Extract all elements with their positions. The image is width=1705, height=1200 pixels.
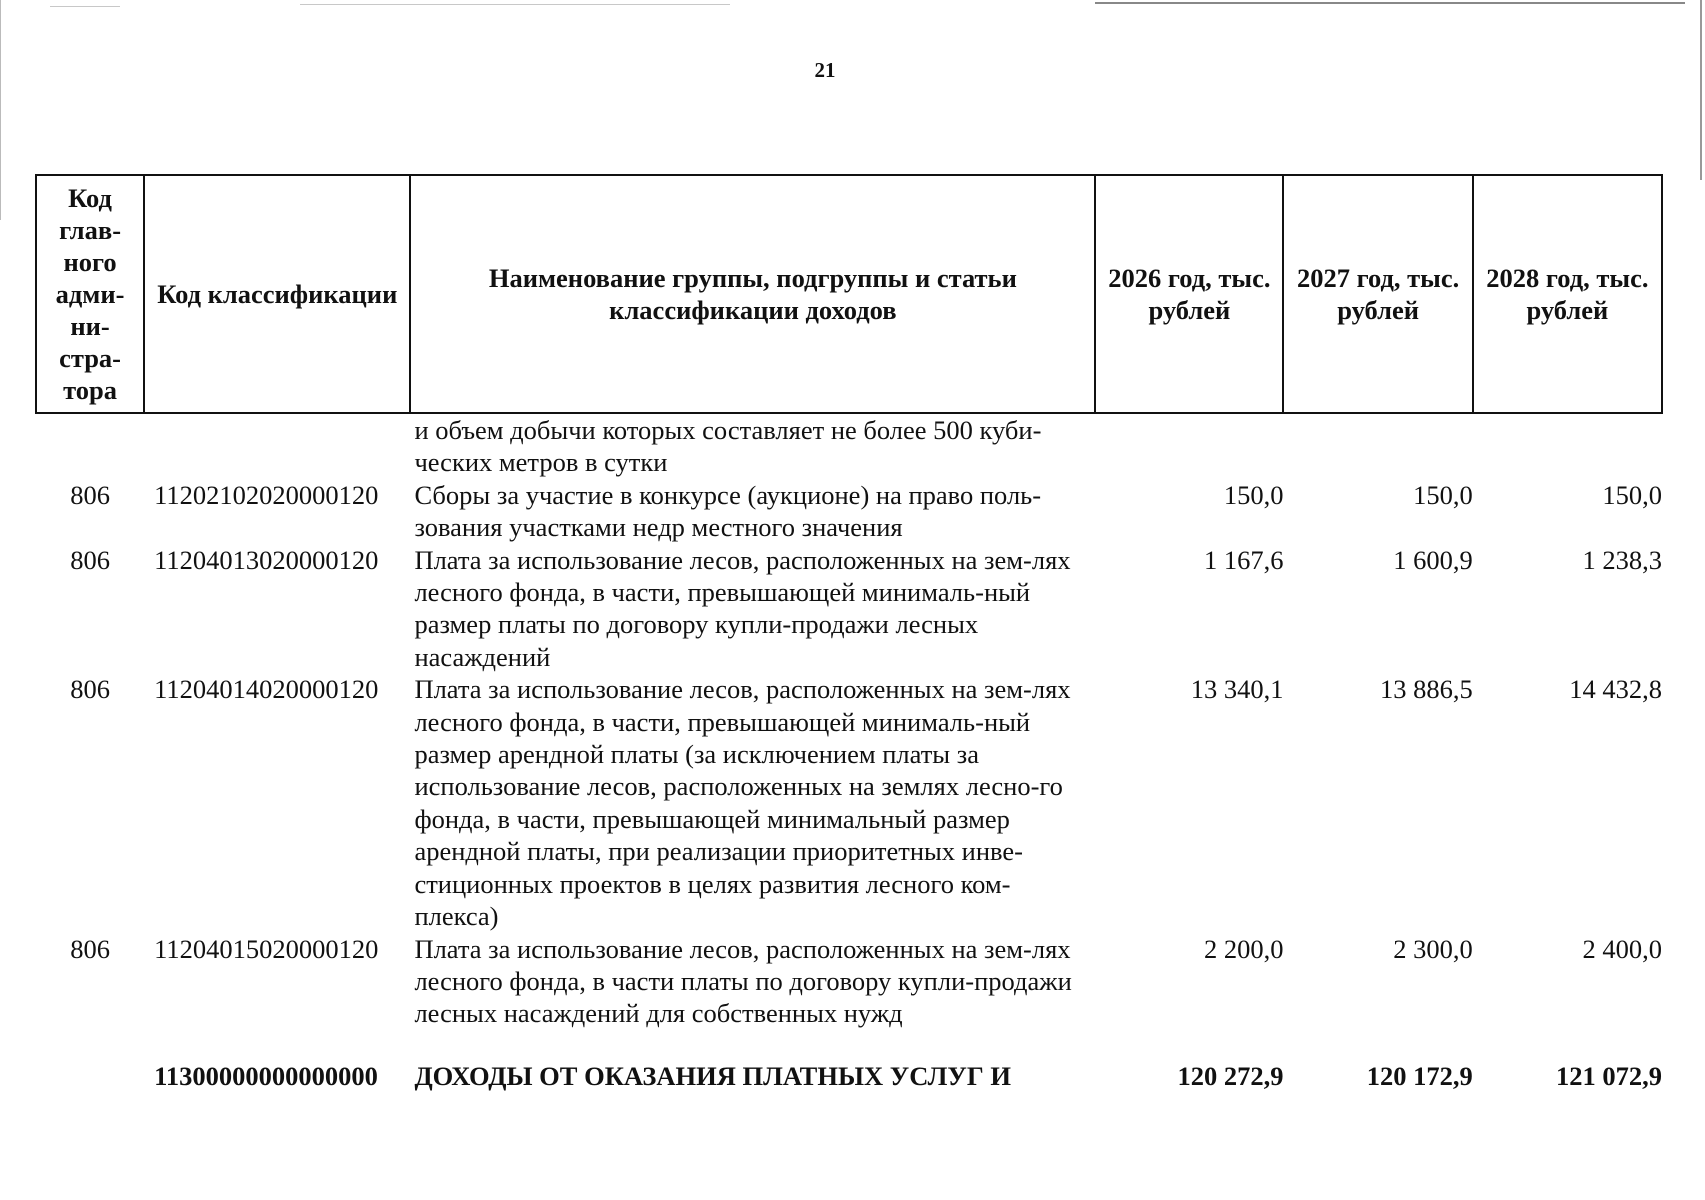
cell-2028: 150,0: [1602, 479, 1662, 510]
scan-artifact-top-mid: [300, 4, 730, 5]
header-admin-code: Код глав-ного адми-ни-стра-тора: [36, 175, 144, 413]
cell-admin: 806: [70, 479, 110, 510]
cell-name: Плата за использование лесов, расположенных на зем-лях лесного фонда, в части, превышающей минималь-ный размер платы по договору купли-продажи лесных насаждений: [414, 544, 1071, 672]
cell-code: 11300000000000000: [154, 1060, 378, 1091]
scan-artifact-top-left: [50, 6, 120, 7]
table-row: [36, 544, 1662, 674]
cell-2027: 150,0: [1413, 479, 1473, 510]
cell-2028: 2 400,0: [1582, 933, 1662, 964]
cell-2027: 120 172,9: [1366, 1060, 1473, 1091]
cell-2028: 14 432,8: [1569, 674, 1662, 705]
header-year-2027: 2027 год, тыс. рублей: [1283, 175, 1472, 413]
cell-admin: 806: [70, 544, 110, 575]
cell-2026: 120 272,9: [1177, 1060, 1284, 1091]
cell-2028: [1473, 413, 1662, 479]
table-row-section-total: [36, 1030, 1662, 1092]
cell-name: Плата за использование лесов, расположенных на зем-лях лесного фонда, в части, превышающей минималь-ный размер арендной платы (за исключением платы за использование лесов, расположенных на землях лесно-го фонда, в части, превышающей минимальный размер арендной платы, при реализации приоритетных инве-стиционных проектов в целях развития лесного ком-плекса): [414, 674, 1071, 932]
cell-2027: 2 300,0: [1393, 933, 1473, 964]
table-row: [36, 933, 1662, 1030]
table-header-row: [36, 175, 1662, 413]
header-year-2028: 2028 год, тыс. рублей: [1473, 175, 1662, 413]
cell-admin: 806: [70, 674, 110, 705]
cell-2027: 13 886,5: [1379, 674, 1473, 705]
cell-code: 11204013020000120: [154, 544, 379, 575]
table-row: [36, 413, 1662, 479]
cell-2026: [1095, 413, 1283, 479]
cell-name: Плата за использование лесов, расположенных на зем-лях лесного фонда, в части платы по договору купли-продажи лесных насаждений для собственных нужд: [414, 933, 1072, 1029]
cell-admin: [36, 413, 144, 479]
cell-admin: 806: [70, 933, 110, 964]
cell-name: ДОХОДЫ ОТ ОКАЗАНИЯ ПЛАТНЫХ УСЛУГ И: [414, 1060, 1011, 1091]
cell-2026: 150,0: [1223, 479, 1284, 510]
cell-2028: 121 072,9: [1556, 1060, 1662, 1091]
cell-admin: [36, 1030, 144, 1092]
cell-code: [144, 413, 410, 479]
cell-code: 11202102020000120: [154, 479, 379, 510]
cell-2027: 1 600,9: [1393, 544, 1473, 575]
cell-2026: 13 340,1: [1190, 674, 1284, 705]
cell-2028: 1 238,3: [1582, 544, 1662, 575]
cell-code: 11204015020000120: [154, 933, 379, 964]
cell-code: 11204014020000120: [154, 674, 379, 705]
scan-artifact-left-edge: [0, 0, 1, 220]
cell-name: Сборы за участие в конкурсе (аукционе) на право поль-зования участками недр местного значения: [414, 479, 1042, 543]
table-row: [36, 673, 1662, 932]
cell-2027: [1283, 413, 1472, 479]
page-number: 21: [814, 58, 836, 82]
table-row: [36, 479, 1662, 544]
scan-artifact-top-right: [1095, 2, 1685, 4]
cell-name: и объем добычи которых составляет не более 500 куби-ческих метров в сутки: [414, 415, 1042, 478]
revenue-table-container: [35, 174, 1663, 1092]
header-classification-code: Код классификации: [144, 175, 410, 413]
header-income-name: Наименование группы, подгруппы и статьи классификации доходов: [410, 175, 1095, 413]
cell-2026: 1 167,6: [1203, 544, 1284, 575]
cell-2026: 2 200,0: [1203, 933, 1284, 964]
header-year-2026: 2026 год, тыс. рублей: [1095, 175, 1283, 413]
revenue-table: [35, 174, 1663, 1092]
scan-artifact-right-edge: [1700, 0, 1702, 180]
